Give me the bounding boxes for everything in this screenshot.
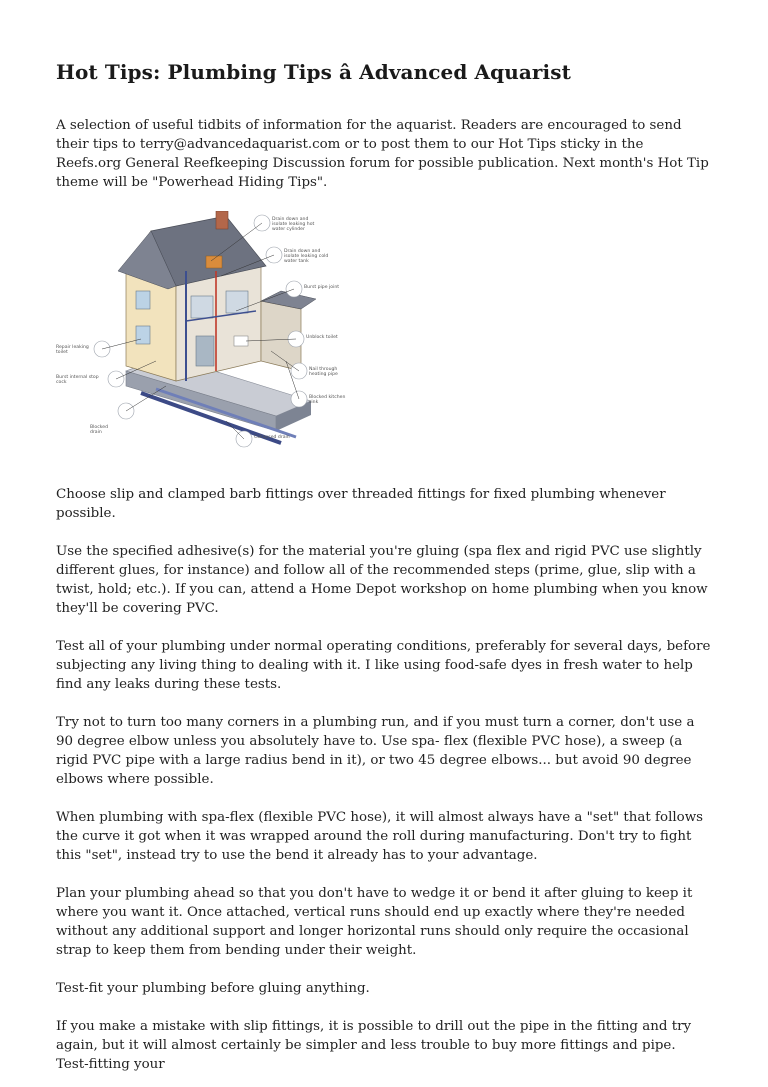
tip-paragraph: Choose slip and clamped barb fittings over threaded fittings for fixed plumbing whenever possible.	[56, 487, 666, 521]
page-title: Hot Tips: Plumbing Tips â Advanced Aquarist	[56, 60, 571, 84]
tip-paragraph: Test-fit your plumbing before gluing anything.	[56, 981, 370, 996]
tip-paragraph: Plan your plumbing ahead so that you don't have to wedge it or bend it after gluing to keep it where you want it. Once attached, vertical runs should end up exactly where they're needed without any additional support and longer horizontal runs should only require the occasional strap to keep them from bending under their weight.	[56, 886, 693, 958]
callout-label: Collapsed drain	[254, 435, 290, 440]
callout-label: Repair leaking toilet	[56, 345, 89, 356]
callout-label: Blocked drain	[90, 425, 109, 436]
callout-label: Drain down and isolate leaking cold water tank	[284, 249, 329, 265]
house-plumbing-illustration	[56, 211, 346, 461]
tip-paragraph: Use the specified adhesive(s) for the material you're gluing (spa flex and rigid PVC use slightly different glues, for instance) and follow all of the recommended steps (prime, glue, slip with a twist, hold; etc.). If you can, attend a Home Depot workshop on home plumbing when you know they'll be covering PVC.	[56, 544, 708, 616]
tip-paragraph: When plumbing with spa-flex (flexible PVC hose), it will almost always have a "set" that follows the curve it got when it was wrapped around the roll during manufacturing. Don't try to fight this "set", instead try to use the bend it already has to your advantage.	[56, 810, 704, 863]
callout-label: Burst internal stop cock	[56, 375, 99, 386]
callout-label: Blocked kitchen sink	[309, 395, 346, 406]
intro-paragraph: A selection of useful tidbits of information for the aquarist. Readers are encouraged to send their tips to terry@advancedaquarist.com or to post them to our Hot Tips sticky in the Reefs.org General Reefkeeping Discussion forum for possible publication. Next month's Hot Tip theme will be "Powerhead Hiding Tips".	[56, 118, 709, 190]
tip-paragraph: Try not to turn too many corners in a plumbing run, and if you must turn a corner, don't use a 90 degree elbow unless you absolutely have to. Use spa- flex (flexible PVC hose), a sweep (a rigid PVC pipe with a large radius bend in it), or two 45 degree elbows... but avoid 90 degree elbows where possible.	[56, 715, 695, 787]
tip-paragraph: Test all of your plumbing under normal operating conditions, preferably for several days, before subjecting any living thing to dealing with it. I like using food-safe dyes in fresh water to help find any leaks during these tests.	[56, 639, 711, 692]
callout-label: Drain down and isolate leaking hot water cylinder	[272, 217, 315, 233]
callout-label: Unblock toilet	[306, 335, 338, 340]
callout-label: Burst pipe joint	[304, 285, 340, 290]
callout-label: Nail through heating pipe	[309, 367, 338, 378]
tip-paragraph: If you make a mistake with slip fittings, it is possible to drill out the pipe in the fitting and try again, but it will almost certainly be simpler and less trouble to buy more fittings and pipe. Test-fitting your	[56, 1019, 692, 1072]
